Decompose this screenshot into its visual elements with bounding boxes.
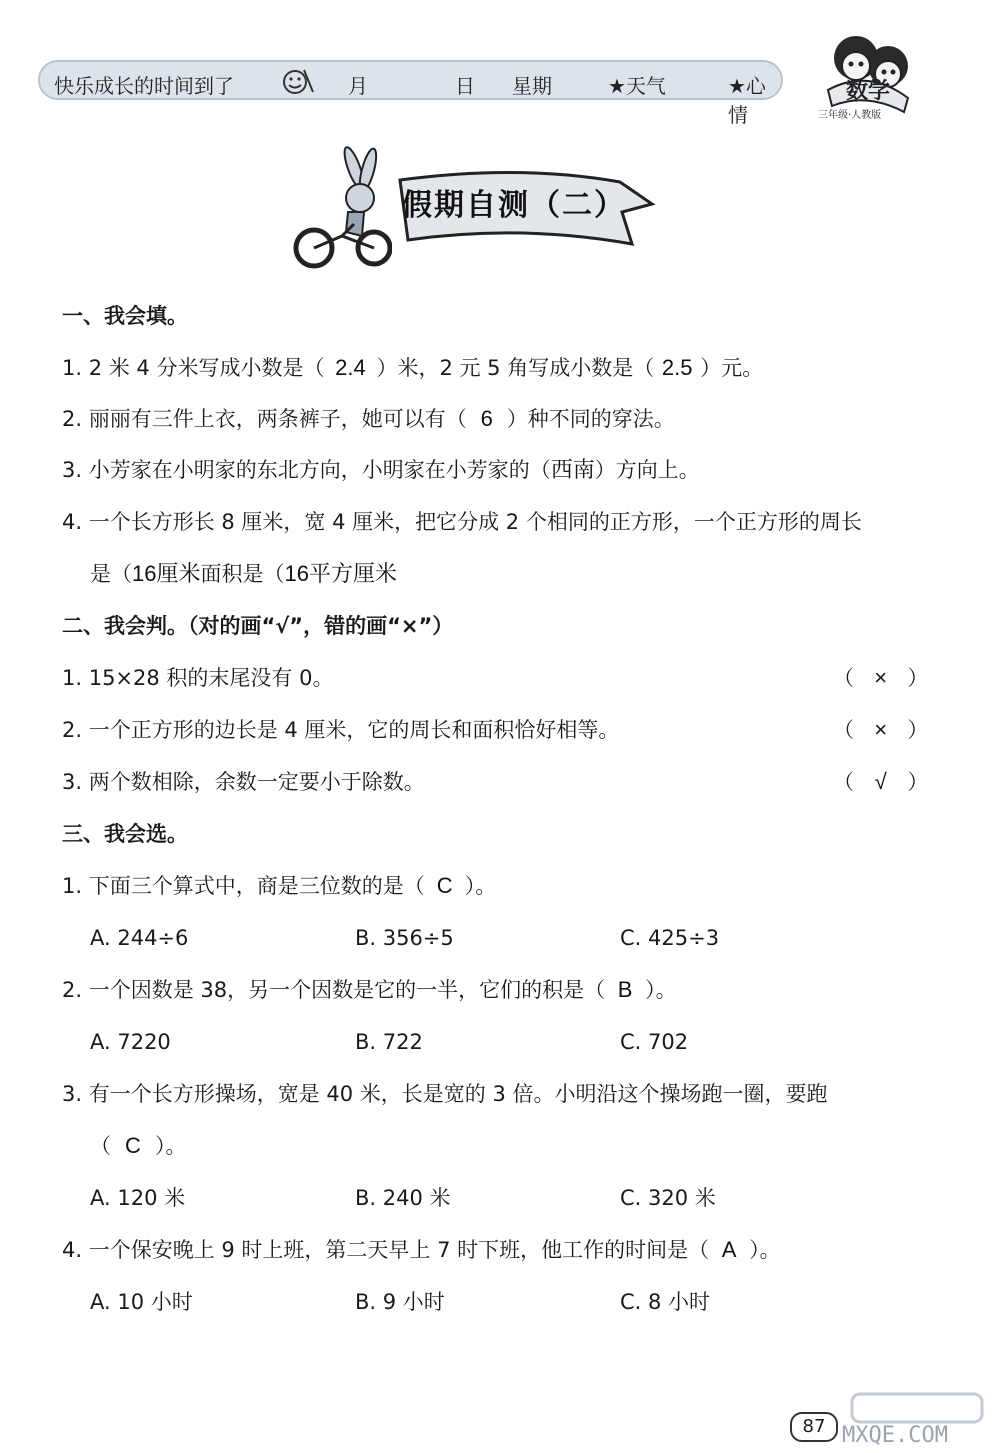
option: C. 425÷3 [620,926,720,950]
answer-blank: C [125,1133,141,1158]
header-month: 月 [348,74,368,98]
grade-label: 三年级·人教版 [818,110,882,121]
question-line [90,560,397,588]
header-week: 星期 [512,74,552,98]
question-line [62,456,700,484]
question-text: 3. 有一个长方形操场，宽是 40 米，长是宽的 3 倍。小明沿这个操场跑一圈，要跑 [62,1082,828,1106]
judge-item-text: 2. 一个正方形的边长是 4 厘米，它的周长和面积恰好相等。 [62,718,620,742]
judge-item-mark: （ √ ） [833,769,929,794]
judge-item-mark: （ × ） [833,665,929,690]
question-text: 2. 一个因数是 38，另一个因数是它的一半，它们的积是（ [62,978,606,1002]
header-bar [38,60,783,127]
answer-blank: 16厘米 [132,561,201,586]
question-text: 4. 一个保安晚上 9 时上班，第二天早上 7 时下班，他工作的时间是（ [62,1238,710,1262]
question-text: 2. 丽丽有三件上衣，两条裤子，她可以有（ [62,407,467,431]
rabbit-bicycle-icon [292,140,392,270]
subject-label: 数学 [846,79,891,104]
question-text: ）方向上。 [594,458,700,482]
answer-blank: 西南 [550,457,595,482]
judge-item-mark: （ × ） [833,717,929,742]
answer-blank: 2.4 [335,355,366,380]
section-heading: 一、我会填。 [62,304,188,328]
option: A. 7220 [90,1030,171,1054]
question-text: 1. 2 米 4 分米写成小数是（ [62,356,325,380]
option: A. 244÷6 [90,926,189,950]
option: B. 356÷5 [355,926,454,950]
header-day: 日 [455,74,475,98]
section-heading: 二、我会判。（对的画“√”，错的画“×”） [62,614,454,638]
question-line [62,976,677,1004]
question-text: ）元。 [700,356,764,380]
question-line [62,405,675,433]
question-line [90,1132,187,1160]
smiley-pencil-icon [280,66,316,98]
question-text: 是（ [90,562,132,586]
option: A. 120 米 [90,1186,186,1210]
question-text: ）米，2 元 5 角写成小数是（ [376,356,655,380]
page-title: 假期自测（二） [402,188,626,223]
question-text: ）种不同的穿法。 [506,407,675,431]
option: C. 702 [620,1030,689,1054]
answer-blank: A [721,1237,737,1262]
header-weather: ★天气 [608,74,666,98]
question-text: 1. 下面三个算式中，商是三位数的是（ [62,874,425,898]
answer-blank: 2.5 [661,355,693,380]
judge-item-text: 3. 两个数相除，余数一定要小于除数。 [62,770,425,794]
question-text: ）。 [464,874,497,898]
question-line [62,1236,781,1264]
question-text: ）。 [645,978,677,1002]
answer-blank: C [436,873,453,898]
watermark-text: MXQE.COM [842,1423,948,1448]
question-text: 面积是（ [200,562,285,586]
question-text: 4. 一个长方形长 8 厘米，宽 4 厘米，把它分成 2 个相同的正方形，一个正方形的周长 [62,510,862,534]
option: B. 240 米 [355,1186,451,1210]
option: B. 9 小时 [355,1290,445,1314]
question-line [62,354,763,382]
question-text: ）。 [749,1238,781,1262]
answer-blank: 16平方厘米 [284,561,397,586]
option: B. 722 [355,1030,423,1054]
section-heading: 三、我会选。 [62,822,188,846]
question-text: （ [90,1134,111,1158]
option: C. 320 米 [620,1186,716,1210]
header-mood: ★心情 [728,74,766,127]
option: C. 8 小时 [620,1290,711,1314]
answer-blank: 6 [480,406,493,431]
question-text: ）。 [155,1134,187,1158]
question-line [62,872,496,900]
question-text: 3. 小芳家在小明家的东北方向，小明家在小芳家的（ [62,458,551,482]
page-number: 87 [790,1412,838,1442]
header-title: 快乐成长的时间到了 [54,74,234,98]
option: A. 10 小时 [90,1290,193,1314]
answer-blank: B [617,977,633,1002]
judge-item-text: 1. 15×28 积的末尾没有 0。 [62,666,334,690]
